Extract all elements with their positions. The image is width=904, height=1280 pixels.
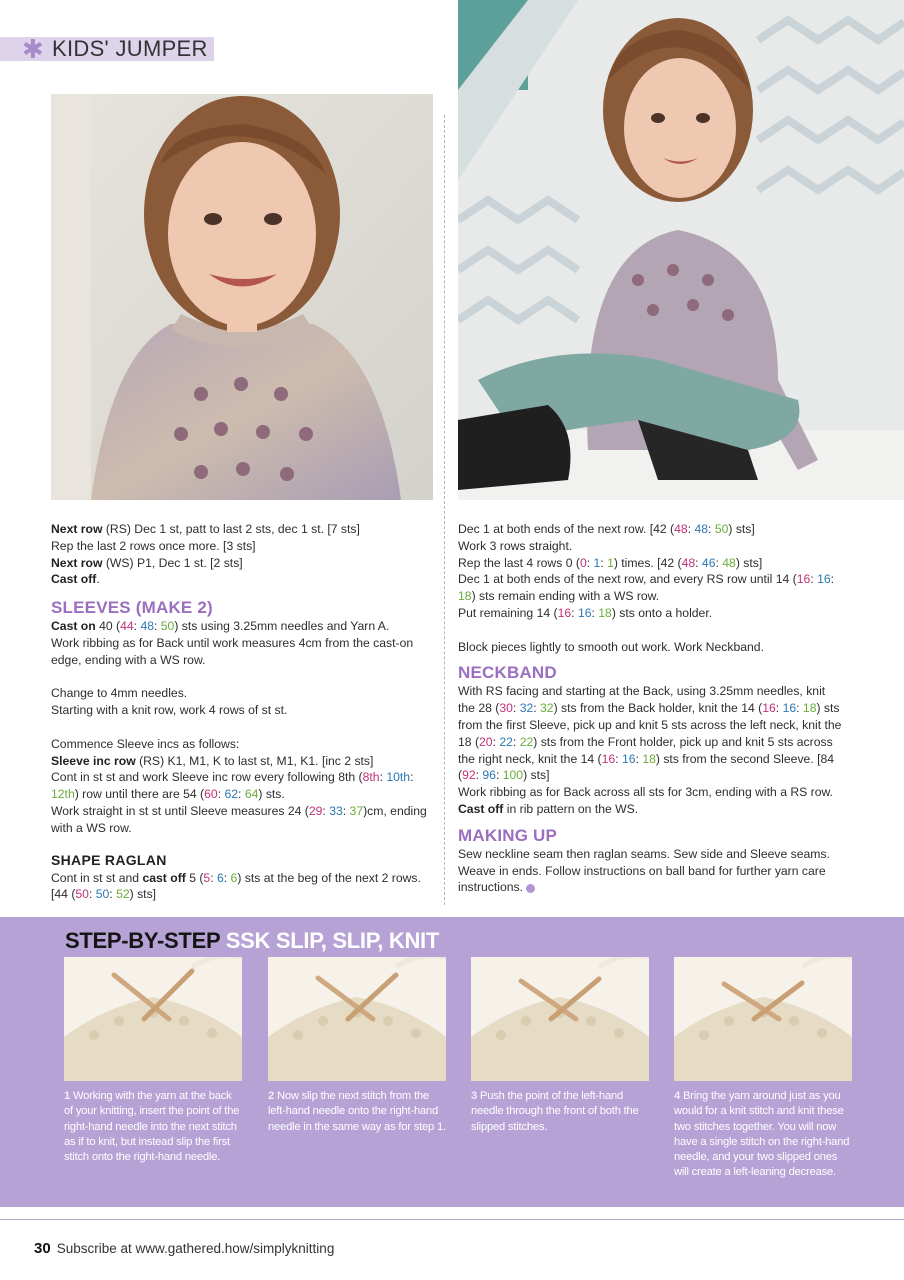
step-number: 2 — [268, 1090, 275, 1102]
raglan-block — [51, 870, 436, 904]
text-run: . — [96, 572, 100, 587]
step-2 — [268, 957, 446, 1135]
text-run: : — [495, 768, 503, 783]
text-run: Block pieces lightly to smooth out work. Work Neckband. — [458, 639, 764, 654]
paragraph-gap — [51, 669, 436, 686]
pattern-paragraph — [51, 538, 436, 555]
size-value: 60 — [204, 787, 218, 802]
bold-term: Cast on — [51, 619, 96, 634]
making-up-block — [458, 846, 843, 896]
text-run: Work straight in st st until Sleeve measures 24 ( — [51, 803, 309, 818]
text-run: 5 ( — [185, 870, 204, 885]
pattern-paragraph — [51, 521, 436, 538]
size-value: 29 — [308, 803, 323, 818]
pattern-paragraph — [51, 753, 436, 770]
text-run: : — [615, 751, 622, 766]
text-run: : — [600, 555, 608, 570]
size-value: 46 — [701, 555, 716, 570]
text-run: ) sts] — [523, 768, 550, 783]
step-text: Bring the yarn around just as you would for a knit stitch and knit these two stitches together. You will now have a single stitch on the right-hand needle, and your two slipped ones will create a left-leaning decrease. — [674, 1090, 850, 1179]
pattern-paragraph — [458, 784, 843, 818]
text-run: Put remaining 14 ( — [458, 605, 558, 620]
size-value: 16 — [601, 751, 616, 766]
size-value: 16 — [762, 701, 776, 716]
text-run: : — [342, 803, 350, 818]
size-value: 32 — [540, 701, 554, 716]
size-value: 100 — [502, 768, 524, 783]
size-value: 6 — [230, 870, 238, 885]
size-value: 64 — [244, 787, 259, 802]
size-value: 62 — [224, 787, 239, 802]
size-value: 18 — [458, 589, 472, 604]
text-run: Cont in st st and work Sleeve inc row every following 8th ( — [51, 770, 363, 785]
neckband-block — [458, 683, 843, 817]
pattern-paragraph — [458, 538, 843, 555]
size-value: 50 — [714, 522, 729, 536]
step-text: Push the point of the left-hand needle through the front of both the slipped stitches. — [471, 1090, 639, 1133]
size-value: 1 — [607, 555, 614, 570]
size-value: 1 — [593, 555, 601, 570]
text-run: Rep the last 4 rows 0 ( — [458, 555, 580, 570]
text-run: ) sts from the second Sleeve. [84 ( — [458, 751, 835, 783]
size-value: 22 — [499, 734, 513, 749]
size-value: 50 — [95, 887, 110, 902]
text-run: : — [512, 701, 520, 716]
text-run: : — [154, 619, 161, 634]
text-run: : — [830, 572, 835, 587]
size-value: 44 — [120, 619, 134, 634]
text-run: : — [635, 751, 643, 766]
right-intro-block — [458, 521, 843, 655]
text-run: ) sts] — [728, 522, 755, 536]
pattern-paragraph — [458, 683, 843, 784]
child-sitting-illustration — [458, 0, 904, 500]
step-photo — [471, 957, 649, 1081]
pattern-paragraph — [458, 639, 843, 656]
bold-term: Sleeve inc row — [51, 753, 136, 768]
text-run: (RS) K1, M1, K to last st, M1, K1. [inc 2 sts] — [135, 753, 374, 768]
size-value: 52 — [116, 887, 130, 902]
size-value: 16 — [577, 605, 592, 620]
footer — [34, 1240, 334, 1257]
pattern-paragraph — [51, 618, 436, 635]
text-run: With RS facing and starting at the Back, using 3.25mm needles, knit the 28 ( — [458, 684, 826, 716]
size-value: 16 — [557, 605, 572, 620]
step-caption — [471, 1089, 649, 1135]
bold-term: Cast off — [51, 572, 97, 587]
step-4 — [674, 957, 852, 1181]
size-value: 12th — [51, 787, 75, 802]
text-run: Change to 4mm needles. — [51, 686, 188, 701]
text-run: ) sts] — [735, 555, 763, 570]
text-run: Rep the last 2 rows once more. [3 sts] — [51, 538, 256, 553]
text-run: : — [133, 619, 141, 634]
text-run: (RS) Dec 1 st, patt to last 2 sts, dec 1 st. [7 sts] — [102, 522, 360, 536]
text-run: : — [586, 555, 594, 570]
text-run: Work ribbing as for Back until work measures 4cm from the cast-on edge, ending with a WS row. — [51, 635, 414, 667]
text-run: Dec 1 at both ends of the next row. [42 ( — [458, 522, 675, 536]
text-run: Starting with a knit row, work 4 rows of st st. — [51, 703, 288, 718]
text-run: : — [512, 734, 520, 749]
step-photo — [268, 957, 446, 1081]
text-run: ) sts at the beg of the next 2 rows. [44 ( — [51, 870, 421, 902]
text-run: ) sts from the Front holder, pick up and knit 5 sts across the right neck, knit the 14 ( — [458, 734, 833, 766]
pattern-paragraph — [51, 769, 436, 803]
size-value: 32 — [519, 701, 534, 716]
step-number: 3 — [471, 1090, 478, 1102]
text-run: ) sts from the first Sleeve, pick up and knit 5 sts across the left neck, knit the 18 ( — [458, 701, 842, 749]
pattern-paragraph — [458, 571, 843, 605]
column-divider — [444, 115, 445, 905]
size-value: 48 — [681, 555, 696, 570]
text-run: Work 3 rows straight. — [458, 538, 573, 553]
paragraph-gap — [51, 719, 436, 736]
making-up-heading: MAKING UP — [458, 825, 558, 845]
step-text: Now slip the next stitch from the left-hand needle onto the right-hand needle in the same way as for step 1. — [268, 1090, 446, 1133]
text-run: ) sts onto a holder. — [611, 605, 713, 620]
size-value: 18 — [598, 605, 612, 620]
child-closeup-photo — [51, 94, 433, 500]
text-run: Commence Sleeve incs as follows: — [51, 736, 240, 751]
text-run: Dec 1 at both ends of the next row, and every RS row until 14 ( — [458, 572, 797, 587]
step-photo — [674, 957, 852, 1081]
text-run: : — [379, 770, 387, 785]
pattern-paragraph — [51, 736, 436, 753]
step-3 — [471, 957, 649, 1135]
text-run: ) sts from the Back holder, knit the 14 ( — [553, 701, 763, 716]
text-run: : — [410, 770, 414, 785]
size-value: 50 — [160, 619, 175, 634]
footer-rule — [0, 1219, 904, 1220]
text-run: : — [695, 555, 702, 570]
text-run: : — [708, 522, 715, 536]
step-caption — [64, 1089, 242, 1165]
pattern-paragraph — [51, 803, 436, 837]
step-by-step-title — [65, 928, 439, 954]
text-run: : — [223, 870, 231, 885]
text-run: )cm, ending with a WS row. — [51, 803, 427, 835]
right-column — [458, 521, 843, 896]
size-value: 30 — [499, 701, 513, 716]
text-run: : — [810, 572, 818, 587]
text-run: : — [571, 605, 578, 620]
pattern-paragraph — [51, 635, 436, 669]
text-run: : — [475, 768, 483, 783]
sleeves-heading: SLEEVES (MAKE 2) — [51, 598, 213, 618]
step-number: 1 — [64, 1090, 71, 1102]
text-run: : — [238, 787, 245, 802]
step-photo — [64, 957, 242, 1081]
bold-term: Next row — [51, 555, 103, 570]
pattern-paragraph — [458, 555, 843, 572]
asterisk-icon: ✱ — [22, 34, 44, 64]
pattern-paragraph — [458, 521, 843, 538]
text-run: Work ribbing as for Back across all sts for 3cm, ending with a RS row. — [458, 785, 834, 800]
size-value: 16 — [621, 751, 636, 766]
text-run: : — [88, 887, 96, 902]
pattern-paragraph — [458, 605, 843, 622]
pattern-paragraph — [51, 870, 436, 904]
text-run: ) sts] — [129, 887, 157, 902]
size-value: 48 — [722, 555, 736, 570]
text-run: : — [210, 870, 217, 885]
text-run: : — [322, 803, 330, 818]
text-run: : — [687, 522, 695, 536]
size-value: 8th — [362, 770, 380, 785]
size-value: 0 — [579, 555, 587, 570]
size-value: 18 — [642, 751, 656, 766]
neckband-heading: NECKBAND — [458, 663, 557, 683]
size-value: 20 — [479, 734, 493, 749]
text-run: : — [217, 787, 225, 802]
text-run: : — [591, 605, 599, 620]
size-value: 6 — [216, 870, 224, 885]
size-value: 50 — [75, 887, 89, 902]
step-title-dark: STEP-BY-STEP — [65, 928, 220, 953]
step-1 — [64, 957, 242, 1165]
size-value: 33 — [329, 803, 343, 818]
shape-raglan-heading: SHAPE RAGLAN — [51, 851, 167, 868]
left-column — [51, 521, 436, 903]
step-title-light: SSK SLIP, SLIP, KNIT — [225, 928, 439, 953]
step-text: Working with the yarn at the back of your knitting, insert the point of the right-hand needle into the next stitch as if to knit, but instead slip the first stitch onto the right-hand needle. — [64, 1090, 240, 1164]
text-run: : — [492, 734, 500, 749]
text-run: ) sts remain ending with a WS row. — [471, 589, 660, 604]
bold-term: Next row — [51, 522, 103, 536]
pattern-paragraph — [458, 846, 843, 896]
child-closeup-illustration — [51, 94, 433, 500]
size-value: 16 — [796, 572, 811, 587]
pattern-paragraph — [51, 555, 436, 572]
text-run: ) times. [42 ( — [613, 555, 682, 570]
footer-subscribe-text: Subscribe at www.gathered.how/simplyknitting — [56, 1241, 335, 1256]
pattern-paragraph — [51, 702, 436, 719]
text-run: Cont in st st and — [51, 870, 143, 885]
size-value: 48 — [694, 522, 709, 536]
text-run: 40 ( — [95, 619, 121, 634]
bold-term: cast off — [142, 870, 186, 885]
size-value: 48 — [674, 522, 688, 536]
size-value: 10th — [386, 770, 411, 785]
size-value: 96 — [482, 768, 496, 783]
size-value: 92 — [462, 768, 476, 783]
left-intro-block — [51, 521, 436, 588]
text-run: in rib pattern on the WS. — [503, 801, 639, 816]
size-value: 5 — [203, 870, 211, 885]
size-value: 37 — [349, 803, 364, 818]
step-caption — [268, 1089, 446, 1135]
text-run: : — [715, 555, 723, 570]
step-number: 4 — [674, 1090, 681, 1102]
child-sitting-photo — [458, 0, 904, 500]
text-run: : — [109, 887, 117, 902]
step-caption — [674, 1089, 852, 1181]
page-number: 30 — [34, 1240, 51, 1257]
size-value: 22 — [519, 734, 534, 749]
sleeves-block — [51, 618, 436, 836]
text-run: ) sts using 3.25mm needles and Yarn A. — [174, 619, 390, 634]
yarn-ball-icon — [526, 884, 535, 893]
text-run: Sew neckline seam then raglan seams. Sew side and Sleeve seams. Weave in ends. Follow instructions on ball band for further yarn care instructions. — [458, 846, 830, 895]
section-tag — [0, 34, 214, 64]
pattern-paragraph — [51, 571, 436, 588]
bold-term: Cast off — [458, 801, 504, 816]
text-run: (WS) P1, Dec 1 st. [2 sts] — [102, 555, 243, 570]
size-value: 16 — [782, 701, 797, 716]
text-run: ) sts. — [258, 787, 285, 802]
section-title: KIDS' JUMPER — [52, 36, 208, 61]
size-value: 48 — [140, 619, 154, 634]
text-run: : — [796, 701, 803, 716]
pattern-paragraph — [51, 685, 436, 702]
text-run: : — [533, 701, 541, 716]
size-value: 16 — [817, 572, 831, 587]
text-run: ) row until there are 54 ( — [74, 787, 205, 802]
text-run: : — [775, 701, 783, 716]
size-value: 18 — [802, 701, 817, 716]
paragraph-gap — [458, 622, 843, 639]
